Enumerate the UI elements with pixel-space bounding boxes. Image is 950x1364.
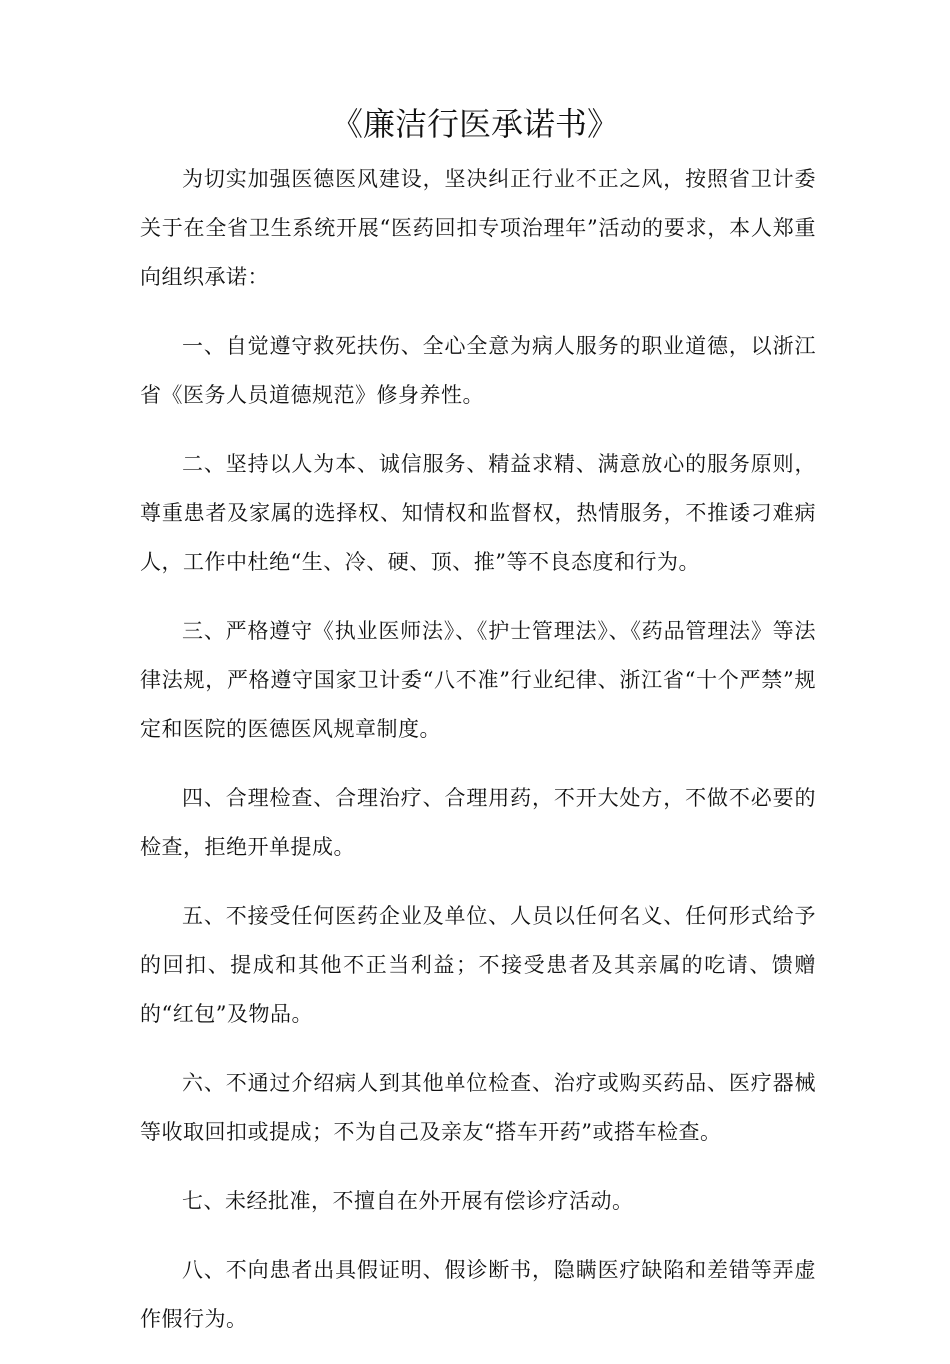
pledge-item-4: 四、合理检查、合理治疗、合理用药，不开大处方，不做不必要的检查，拒绝开单提成。 xyxy=(140,786,816,859)
pledge-item-2: 二、坚持以人为本、诚信服务、精益求精、满意放心的服务原则，尊重患者及家属的选择权、知情权和监督权，热情服务，不推诿刁难病人，工作中杜绝“生、冷、硬、顶、推”等不良态度和行为。 xyxy=(140,452,816,574)
pledge-item-5: 五、不接受任何医药企业及单位、人员以任何名义、任何形式给予的回扣、提成和其他不正当利益；不接受患者及其亲属的吃请、馈赠的“红包”及物品。 xyxy=(140,904,816,1026)
pledge-item-1: 一、自觉遵守救死扶伤、全心全意为病人服务的职业道德，以浙江省《医务人员道德规范》修身养性。 xyxy=(140,334,816,407)
intro-paragraph: 为切实加强医德医风建设，坚决纠正行业不正之风，按照省卫计委关于在全省卫生系统开展“医药回扣专项治理年”活动的要求，本人郑重向组织承诺： xyxy=(140,167,816,289)
document-body xyxy=(140,155,816,1364)
document-title: 《廉洁行医承诺书》 xyxy=(330,105,619,143)
pledge-item-3: 三、严格遵守《执业医师法》、《护士管理法》、《药品管理法》等法律法规，严格遵守国家卫计委“八不准”行业纪律、浙江省“十个严禁”规定和医院的医德医风规章制度。 xyxy=(140,619,816,741)
pledge-item-7: 七、未经批准，不擅自在外开展有偿诊疗活动。 xyxy=(182,1189,634,1213)
pledge-item-6: 六、不通过介绍病人到其他单位检查、治疗或购买药品、医疗器械等收取回扣或提成；不为自己及亲友“搭车开药”或搭车检查。 xyxy=(140,1071,816,1144)
pledge-item-8: 八、不向患者出具假证明、假诊断书，隐瞒医疗缺陷和差错等弄虚作假行为。 xyxy=(140,1258,816,1331)
